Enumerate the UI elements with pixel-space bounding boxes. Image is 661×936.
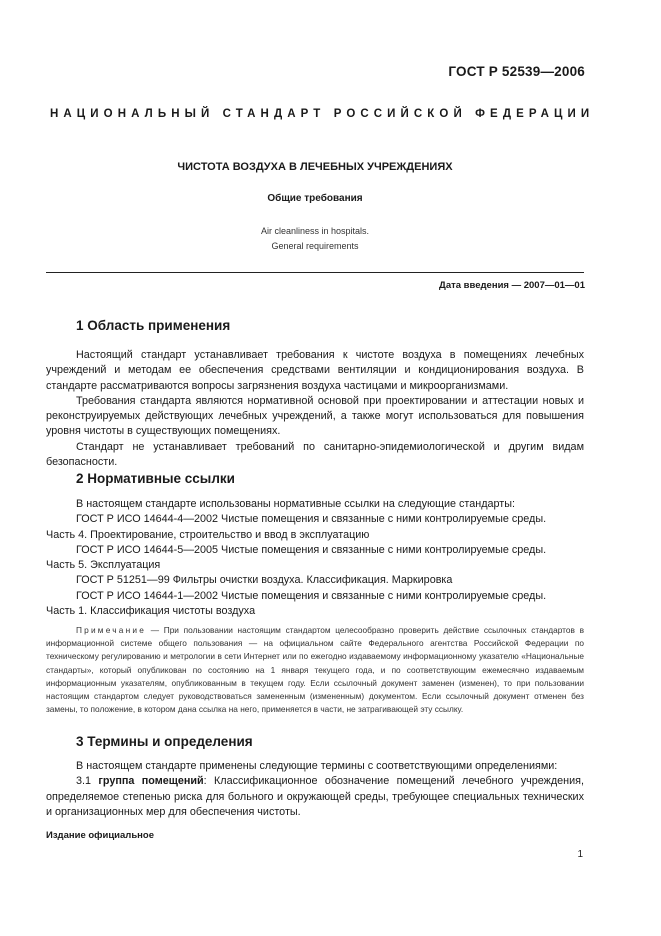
section-2-body [46, 497, 584, 619]
english-title [0, 224, 630, 254]
reference-4-line-2: Часть 1. Классификация чистоты воздуха [46, 605, 256, 618]
note-label: Примечание [76, 625, 147, 635]
reference-2-line-1: ГОСТ Р ИСО 14644-5—2005 Чистые помещения и связанные с ними контролируемые среды. [76, 543, 547, 556]
term-name: группа помещений [98, 775, 204, 788]
page-number: 1 [577, 849, 583, 860]
edition-label: Издание официальное [46, 830, 154, 841]
reference-3: ГОСТ Р 51251—99 Фильтры очистки воздуха. Классификация. Маркировка [76, 574, 453, 587]
term-3-1 [46, 774, 584, 820]
document-title: ЧИСТОТА ВОЗДУХА В ЛЕЧЕБНЫХ УЧРЕЖДЕНИЯХ [177, 161, 453, 173]
reference-1-line-2: Часть 4. Проектирование, строительство и ввод в эксплуатацию [46, 528, 370, 541]
section-3-body [46, 759, 584, 820]
section-1-paragraph-2: Требования стандарта являются нормативной основой при проектировании и аттестации новых и реконструируемых действующих лечебных учреждений, а также могут использоваться для повышения уровня чистоты в существующих помещениях. [46, 394, 584, 438]
section-1-heading: 1 Область применения [76, 318, 231, 333]
national-standard-banner: НАЦИОНАЛЬНЫЙ СТАНДАРТ РОССИЙСКОЙ ФЕДЕРАЦИИ [50, 108, 595, 120]
header-divider [46, 272, 584, 273]
section-1-body [46, 348, 584, 470]
section-3-intro: В настоящем стандарте применены следующие термины с соответствующими определениями: [76, 760, 558, 772]
section-2-heading: 2 Нормативные ссылки [76, 471, 235, 486]
section-1-paragraph-3: Стандарт не устанавливает требований по санитарно-эпидемиологической и другим видам безопасности. [46, 440, 584, 469]
reference-2-line-2: Часть 5. Эксплуатация [46, 559, 161, 572]
introduction-date: Дата введения — 2007—01—01 [439, 280, 585, 291]
section-2-intro: В настоящем стандарте использованы нормативные ссылки на следующие стандарты: [76, 498, 515, 510]
document-code: ГОСТ Р 52539—2006 [448, 64, 585, 79]
document-subtitle: Общие требования [267, 193, 363, 204]
section-1-paragraph-1: Настоящий стандарт устанавливает требования к чистоте воздуха в помещениях лечебных учреждений и методам ее обеспечения средствами вентиляции и кондиционирования воздуха. В стандарте рассматриваются вопросы загрязнения воздуха частицами и микроорганизмами. [46, 349, 584, 392]
reference-4-line-1: ГОСТ Р ИСО 14644-1—2002 Чистые помещения и связанные с ними контролируемые среды. [76, 589, 547, 602]
note-text: — При пользовании настоящим стандартом целесообразно проверить действие ссылочных стандартов в информационной системе общего пользования — на официальном сайте Федерального агентства Российской Федерации по техническому регулированию и метрологии в сети Интернет или по ежегодно издаваемому информационному указателю «Национальные стандарты», который опубликован по состоянию на 1 января текущего года, и по соответствующим ежемесячно издаваемым информационным указателям, опубликованным в текущем году. Если ссылочный документ заменен (изменен), то при пользовании настоящим стандартом следует руководствоваться замененным (измененным) документом. Если ссылочный документ отменен без замены, то положение, в котором дана ссылка на него, применяется в части, не затрагивающей эту ссылку. [46, 625, 584, 715]
section-2-note [46, 624, 584, 716]
english-title-line-1: Air cleanliness in hospitals. [260, 226, 370, 236]
note-paragraph [46, 624, 584, 716]
term-definition: : Классификационное обозначение помещений лечебного учреждения, определяемое степенью риска для больного и окружающей среды, требующее специальных технических и организационных мер для обеспечения чистоты. [46, 775, 584, 818]
term-number: 3.1 [76, 775, 92, 788]
section-3-heading: 3 Термины и определения [76, 734, 253, 749]
english-title-line-2: General requirements [271, 241, 359, 251]
reference-1-line-1: ГОСТ Р ИСО 14644-4—2002 Чистые помещения и связанные с ними контролируемые среды. [76, 513, 547, 526]
